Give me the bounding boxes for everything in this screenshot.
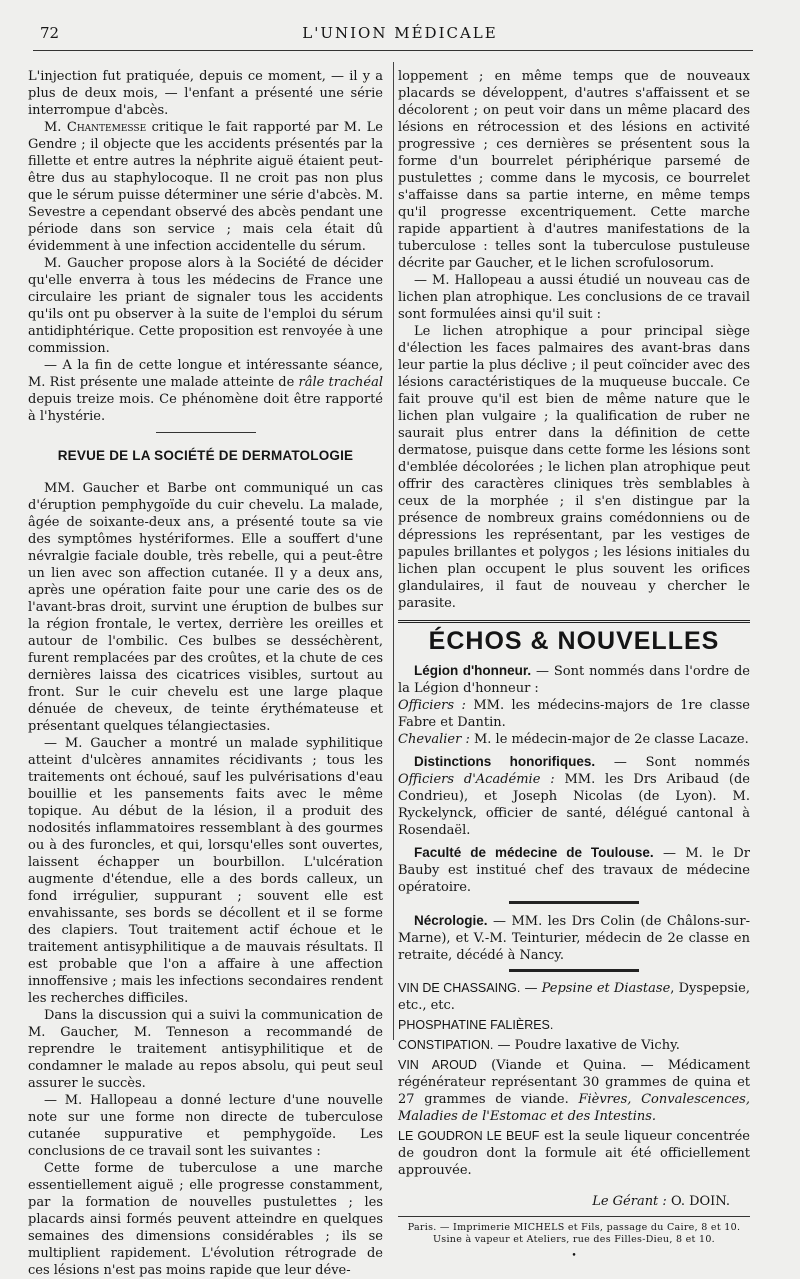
paragraph: — M. Gaucher a montré un malade syphilitique atteint d'ulcères annamites récidivants ; tous les traitements ont échoué, sauf les pulvérisations d'eau bouillie et les pansements faits avec le même topique. Au début de la lésion, il a produit des nodosités inflammatoires ressemblant à des gourmes ou à des furoncles, et qui, lorsqu'elles sont ouvertes, laissent échapper un bourbillon. L'ulcération augmente d'étendue, elle a des bords calleux, un fond irrégulier, suppurant ; souvent elle est envahissante, ses bords se décollent et il se forme des clapiers. Tout traitement actif échoue et le traitement antisyphilitique a de mauvais résultats. Il est probable que l'on a affaire à une affection innoffensive ; mais les infections secondaires rendent les recherches difficiles. (28, 736, 383, 1006)
imprint-line: Usine à vapeur et Ateliers, rue des Filles-Dieu, 8 et 10. (432, 1234, 715, 1245)
paragraph: Le lichen atrophique a pour principal siège d'élection les faces palmaires des avant-bras dans leur partie la plus déclive ; il peut coïncider avec des lésions caractéristiques de la muqueuse buccale. Ce fait prouve qu'il est bien de même nature que le lichen plan vulgaire ; la qualification de ruber ne saurait plus entrer dans la définition de cette dermatose, puisque dans cette forme les lésions sont d'emblée décolorées ; le lichen plan atrophique peut offrir des caractères cliniques très semblables à ceux de la morphée ; il s'en distingue par la présence de nombreux grains comédonniens ou de dépressions les représentant, par les vestiges de papules brillantes et polygos ; les lésions initiales du lichen plan occupent le plus souvent les orifices glandulaires, il faut de nouveau y chercher le parasite. (398, 324, 750, 611)
news-item (398, 753, 750, 839)
section-title: REVUE DE LA SOCIÉTÉ DE DERMATOLOGIE (57, 448, 354, 463)
news-divider (509, 901, 639, 904)
left-column (28, 68, 383, 1279)
paragraph: — M. Hallopeau a aussi étudié un nouveau cas de lichen plan atrophique. Les conclusions de ce travail sont formulées ainsi qu'il suit : (398, 273, 750, 322)
news-text: — Sont nommés (595, 755, 750, 770)
ad-text: — (520, 981, 542, 996)
ad-item (398, 1057, 750, 1125)
news-label: Officiers : (398, 698, 466, 713)
ad-heading: VIN AROUD (398, 1058, 477, 1072)
news-heading: Distinctions honorifiques. (414, 754, 596, 769)
paragraph: — M. Hallopeau a donné lecture d'une nouvelle note sur une forme non directe de tuberculose cutanée suppurative et pemphygoïde. Les conclusions de ce travail sont les suivantes : (28, 1093, 383, 1159)
news-emphasis: Officiers d'Académie : (398, 772, 555, 787)
gerant-label: Le Gérant : (592, 1194, 667, 1209)
paragraph (28, 357, 383, 425)
ad-item (398, 1037, 750, 1054)
ad-item (398, 1017, 750, 1034)
news-item (398, 912, 750, 964)
paragraph: L'injection fut pratiquée, depuis ce moment, — il y a plus de deux mois, — l'enfant a présenté une série interrompue d'abcès. (28, 69, 383, 118)
section-rule (398, 620, 750, 623)
paragraph: Dans la discussion qui a suivi la communication de M. Gaucher, M. Tenneson a recommandé de reprendre le traitement antisyphilitique et de condamner le malade au repos absolu, qui peut seul assurer le succès. (28, 1008, 383, 1091)
running-head: L'UNION MÉDICALE (302, 24, 498, 42)
separator (156, 432, 256, 433)
ad-text: — Poudre laxative de Vichy. (493, 1038, 680, 1053)
paragraph-text: critique le fait rapporté par M. Le Gendre ; il objecte que les accidents présentés par la fillette et entre autres la néphrite aiguë étaient peut-être dus au staphylocoque. Il ne croit pas non plus que le sérum puisse déterminer une série d'abcès. M. Sevestre a cependant observé des abcès pendant une période dans son service ; mais cela était dû évidemment à une infection accidentelle du sérum. (28, 120, 383, 254)
ads-divider (509, 969, 639, 972)
imprint-line: Paris. — Imprimerie MICHELS et Fils, passage du Caire, 8 et 10. (407, 1222, 741, 1233)
ad-emphasis: Pepsine et Diastase (541, 981, 671, 996)
news-label: Chevalier : (398, 732, 470, 747)
ad-text: est la seule liqueur concentrée de goudron dont la formule ait été officiellement approuvée. (398, 1129, 750, 1178)
speaker-name: M. Chantemesse (44, 120, 147, 135)
news-heading: Nécrologie. (414, 913, 488, 928)
gerant-name: O. DOIN. (666, 1194, 730, 1209)
paragraph: Cette forme de tuberculose a une marche essentiellement aiguë ; elle progresse constamment, par la formation de nouvelles pustulettes ; les placards ainsi formés peuvent atteindre en quelques semaines des dimensions considérables ; ils se multiplient rapidement. L'évolution rétrograde de ces lésions n'est pas moins rapide que leur déve- (28, 1161, 383, 1278)
news-item (398, 844, 750, 896)
news-text: MM. les médecins-majors de 1re classe Fabre et Dantin. (398, 698, 750, 730)
paragraph: loppement ; en même temps que de nouveaux placards se développent, d'autres s'affaissent et se décolorent ; on peut voir dans un même placard des lésions en rétrocession et des lésions en activité progressive ; ces dernières se présentent sous la forme d'un bourrelet périphérique parsemé de pustulettes ; comme dans le mycosis, ce bourrelet s'affaisse dans sa partie interne, en même temps qu'il progresse excentriquement. Cette marche rapide appartient à d'autres manifestations de la tuberculose : telles sont la tuberculose pustuleuse décrite par Gaucher, et le lichen scrofulosorum. (398, 69, 750, 271)
echos-title: ÉCHOS & NOUVELLES (428, 627, 720, 655)
column-rule (393, 62, 394, 1040)
news-heading: Légion d'honneur. (414, 663, 532, 678)
news-item (398, 662, 750, 748)
news-text: — M. le Dr Bauby est institué chef des travaux de médecine opératoire. (398, 846, 750, 895)
news-heading: Faculté de médecine de Toulouse. (414, 845, 654, 860)
paragraph (28, 119, 383, 255)
ad-heading: VIN DE CHASSAING. (398, 981, 521, 995)
news-text: MM. les Drs Aribaud (de Condrieu), et Joseph Nicolas (de Lyon). M. Ryckelynck, officier de santé, délégué cantonal à Rosendaël. (398, 772, 750, 838)
paragraph: MM. Gaucher et Barbe ont communiqué un cas d'éruption pemphygoïde du cuir chevelu. La malade, âgée de soixante-deux ans, a présenté toute sa vie des symptômes hystériformes. Elle a souffert d'une névralgie faciale double, très rebelle, qui a peut-être un lien avec son affection cutanée. Il y a deux ans, après une opération faite pour une carie des os de l'avant-bras droit, survint une éruption de bulbes sur la région frontale, le vertex, derrière les oreilles et autour de l'ombilic. Ces bulbes se desséchèrent, furent remplacées par des croûtes, et la chute de ces dernières laissa des cicatrices visibles, surtout au front. Sur le cuir chevelu est une large plaque dénuée de cheveux, de teinte érythémateuse et présentant quelques télangiectasies. (28, 481, 383, 734)
header-rule (33, 50, 753, 51)
page-number: 72 (40, 24, 60, 42)
news-list (398, 662, 750, 964)
ad-text: (Viande et Quina. — Médicament régénérateur représentant 30 grammes de quina et 27 grammes de viande. (398, 1058, 750, 1107)
paragraph-text: depuis treize mois. Ce phénomène doit être rapporté à l'hystérie. (28, 392, 383, 424)
ad-heading: CONSTIPATION. (398, 1038, 494, 1052)
ad-heading: PHOSPHATINE FALIÈRES. (398, 1018, 554, 1032)
ad-item (398, 1128, 750, 1179)
right-column (398, 68, 750, 1265)
news-text: — MM. les Drs Colin (de Châlons-sur-Marne), et V.-M. Teinturier, médecin de 2e classe en retraite, décédé à Nancy. (398, 914, 750, 963)
ad-heading: LE GOUDRON LE BEUF (398, 1129, 540, 1143)
gerant-signature (398, 1193, 730, 1210)
ad-item (398, 980, 750, 1014)
news-text: — Sont nommés dans l'ordre de la Légion d'honneur : (398, 664, 751, 696)
ad-emphasis: Fièvres, Convalescences, Maladies de l'Estomac et des Intestins. (398, 1092, 750, 1124)
paragraph: M. Gaucher propose alors à la Société de décider qu'elle enverra à tous les médecins de France une circulaire les priant de signaler tous les accidents qu'ils ont pu observer à la suite de l'emploi du sérum antidiphtérique. Cette proposition est renvoyée à une commission. (28, 256, 383, 356)
ad-text: , Dyspepsie, etc., etc. (398, 981, 751, 1013)
advertisements (398, 980, 750, 1179)
ornament-dot: • (571, 1251, 577, 1261)
printer-imprint (398, 1216, 750, 1246)
news-text: M. le médecin-major de 2e classe Lacaze. (469, 732, 749, 747)
emphasis: râle trachéal (298, 375, 383, 390)
paragraph-text: — A la fin de cette longue et intéressante séance, M. Rist présente une malade atteinte de (28, 358, 383, 390)
